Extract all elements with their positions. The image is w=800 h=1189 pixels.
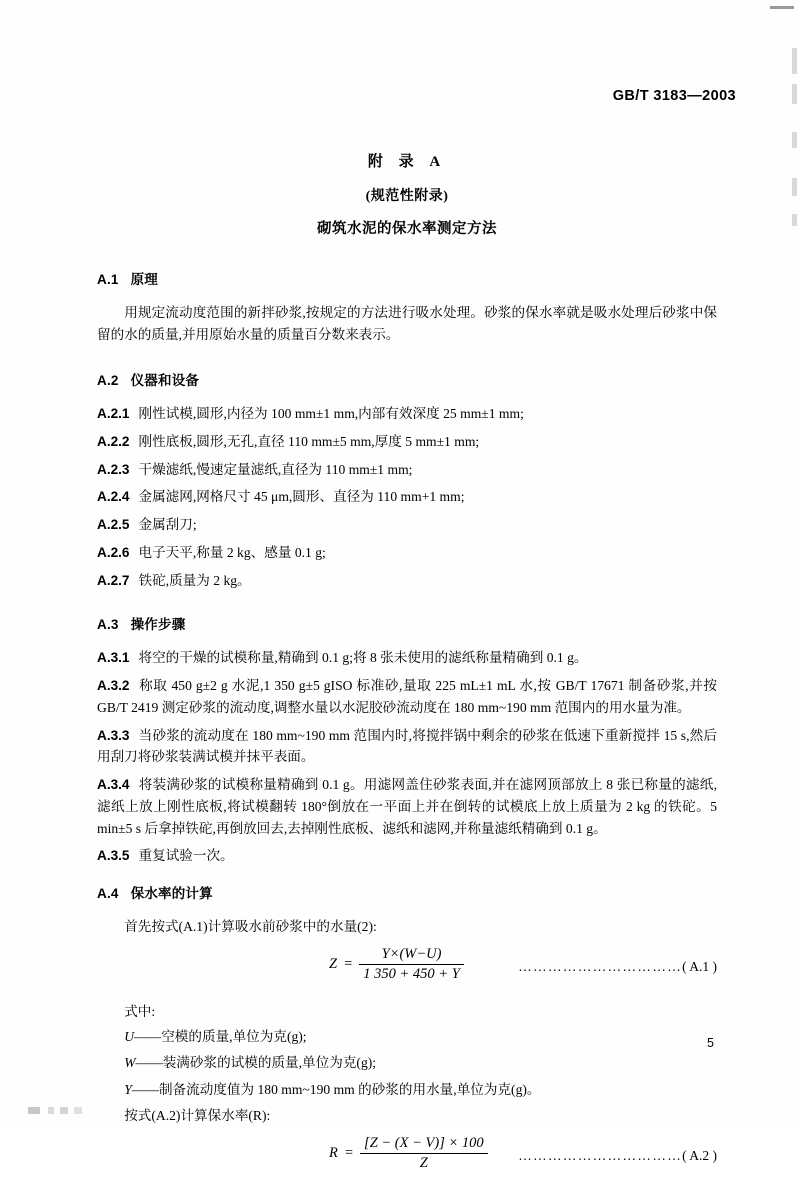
list-item (97, 542, 717, 564)
item-label: A.2.1 (97, 406, 130, 422)
section-title: 保水率的计算 (130, 886, 213, 902)
section-heading-calculation (97, 882, 717, 902)
formula-a1-equals: = (344, 955, 353, 972)
formula-a1-fraction (359, 946, 464, 983)
item-label: A.2.6 (97, 544, 130, 560)
section-number: A.3 (97, 617, 119, 633)
item-text: 重复试验一次。 (138, 848, 234, 864)
item-label: A.2.2 (97, 433, 130, 449)
variable-dash: —— (131, 1081, 159, 1097)
section-title: 原理 (130, 272, 159, 287)
item-label: A.2.4 (97, 489, 130, 505)
formula-a2-lhs: R (329, 1144, 338, 1161)
item-text: 干燥滤纸,慢速定量滤纸,直径为 110 mm±1 mm; (138, 461, 413, 477)
variable-text: 空模的质量,单位为克(g); (161, 1028, 307, 1044)
formula-a1-block (97, 946, 717, 990)
item-text: 将装满砂浆的试模称量精确到 0.1 g。用滤网盖住砂浆表面,并在滤网顶部放上 8 张已称量的滤纸,滤纸上放上刚性底板,将试模翻转 180°倒放在一平面上并在倒转的试模底上放上质量为 2 kg 的铁砣。5 min±5 s 后拿掉铁砣,再倒放回去,去掉刚性底板、滤纸和滤网,并称量滤纸精确到 0.1 g。 (97, 777, 717, 836)
variable-dash: —— (135, 1055, 163, 1071)
formula-a2-number: ( A.2 ) (682, 1147, 717, 1163)
section-heading-apparatus (97, 369, 717, 389)
page-header (0, 88, 736, 104)
variable-definition (97, 1079, 717, 1100)
variable-symbol: W (124, 1055, 136, 1071)
formula-a2-block (97, 1135, 717, 1179)
page-number: 5 (707, 1036, 714, 1050)
list-item (97, 845, 717, 867)
formula-a2 (329, 1135, 488, 1172)
formula-a1-number: ( A.1 ) (682, 958, 717, 974)
variable-text: 制备流动度值为 180 mm~190 mm 的砂浆的用水量,单位为克(g)。 (158, 1081, 541, 1097)
item-text: 当砂浆的流动度在 180 mm~190 mm 范围内时,将搅拌锅中剩余的砂浆在低速下重新搅拌 15 s,然后用刮刀将砂浆装满试模并抹平表面。 (97, 727, 717, 765)
formula-2-lead: 按式(A.2)计算保水率(R): (124, 1108, 271, 1124)
scan-edge-artifacts (786, 0, 800, 1130)
item-text: 电子天平,称量 2 kg、感量 0.1 g; (138, 544, 326, 560)
item-label: A.3.4 (97, 777, 130, 793)
annex-name: 砌筑水泥的保水率测定方法 (317, 221, 497, 237)
document-body (97, 150, 717, 1189)
formula-a1-numerator: Y×(W−U) (359, 946, 464, 965)
formula-a1-lhs: Z (329, 955, 338, 972)
item-text: 金属刮刀; (138, 517, 197, 533)
scan-corner-artifact (28, 1107, 82, 1114)
item-text: 铁砣,质量为 2 kg。 (138, 572, 251, 588)
annex-title: 附 录 A (367, 154, 447, 170)
annex-kind: (规范性附录) (365, 189, 449, 204)
item-text: 金属滤网,网格尺寸 45 μm,圆形、直径为 110 mm+1 mm; (138, 489, 465, 505)
formula-a1 (329, 946, 464, 983)
formula-a1-number-row (518, 959, 717, 975)
list-item (97, 486, 717, 508)
formula-a2-equals: = (344, 1144, 354, 1161)
list-item (97, 431, 717, 453)
item-label: A.2.5 (97, 517, 130, 533)
item-text: 刚性试模,圆形,内径为 100 mm±1 mm,内部有效深度 25 mm±1 mm; (138, 406, 524, 422)
item-label: A.3.2 (97, 678, 130, 694)
formula-a2-number-row (518, 1148, 717, 1164)
list-item (97, 725, 717, 769)
variable-dash: —— (134, 1028, 162, 1044)
list-item (97, 675, 717, 719)
list-item (97, 774, 717, 839)
item-text: 将空的干燥的试模称量,精确到 0.1 g;将 8 张未使用的滤纸称量精确到 0.1 g。 (138, 650, 588, 666)
list-item (97, 459, 717, 481)
list-item (97, 647, 717, 669)
section-heading-procedure (97, 613, 717, 633)
item-label: A.3.5 (97, 848, 130, 864)
item-label: A.2.7 (97, 572, 130, 588)
section-heading-principle (97, 268, 717, 288)
variable-symbol: U (124, 1028, 135, 1044)
section-title: 操作步骤 (130, 617, 186, 633)
item-label: A.2.3 (97, 461, 130, 477)
formula-a2-fraction (360, 1135, 488, 1172)
item-text: 刚性底板,圆形,无孔,直径 110 mm±5 mm,厚度 5 mm±1 mm; (138, 433, 480, 449)
where-label: 式中: (124, 1003, 156, 1019)
formula-1-lead: 首先按式(A.1)计算吸水前砂浆中的水量(2): (124, 919, 377, 935)
item-label: A.3.1 (97, 650, 130, 666)
formula-a2-denominator: Z (419, 1154, 428, 1171)
list-item (97, 514, 717, 536)
leader-dots: …………………………… (518, 1147, 683, 1163)
section-title: 仪器和设备 (130, 373, 200, 389)
variable-text: 装满砂浆的试模的质量,单位为克(g); (162, 1055, 377, 1071)
variable-symbol: Y (124, 1081, 132, 1097)
item-label: A.3.3 (97, 727, 130, 743)
section-number: A.4 (97, 886, 119, 902)
leader-dots: …………………………… (518, 958, 683, 974)
formula-a2-numerator: [Z − (X − V)] × 100 (360, 1135, 488, 1154)
item-text: 称取 450 g±2 g 水泥,1 350 g±5 gISO 标准砂,量取 225 mL±1 mL 水,按 GB/T 17671 制备砂浆,并按 GB/T 2419 测定砂浆的流动度,调整水量以水泥胶砂流动度在 180 mm~190 mm 范围内的用水量为准。 (97, 678, 717, 715)
formula-a1-denominator: 1 350 + 450 + Y (363, 965, 460, 982)
list-item (97, 403, 717, 425)
section-number: A.2 (97, 373, 119, 389)
variable-definition (97, 1052, 717, 1073)
principle-paragraph: 用规定流动度范围的新拌砂浆,按规定的方法进行吸水处理。砂浆的保水率就是吸水处理后砂浆中保留的水的质量,并用原始水量的质量百分数来表示。 (97, 305, 717, 343)
list-item (97, 570, 717, 592)
section-number: A.1 (97, 272, 119, 287)
standard-number: GB/T 3183—2003 (612, 88, 736, 104)
